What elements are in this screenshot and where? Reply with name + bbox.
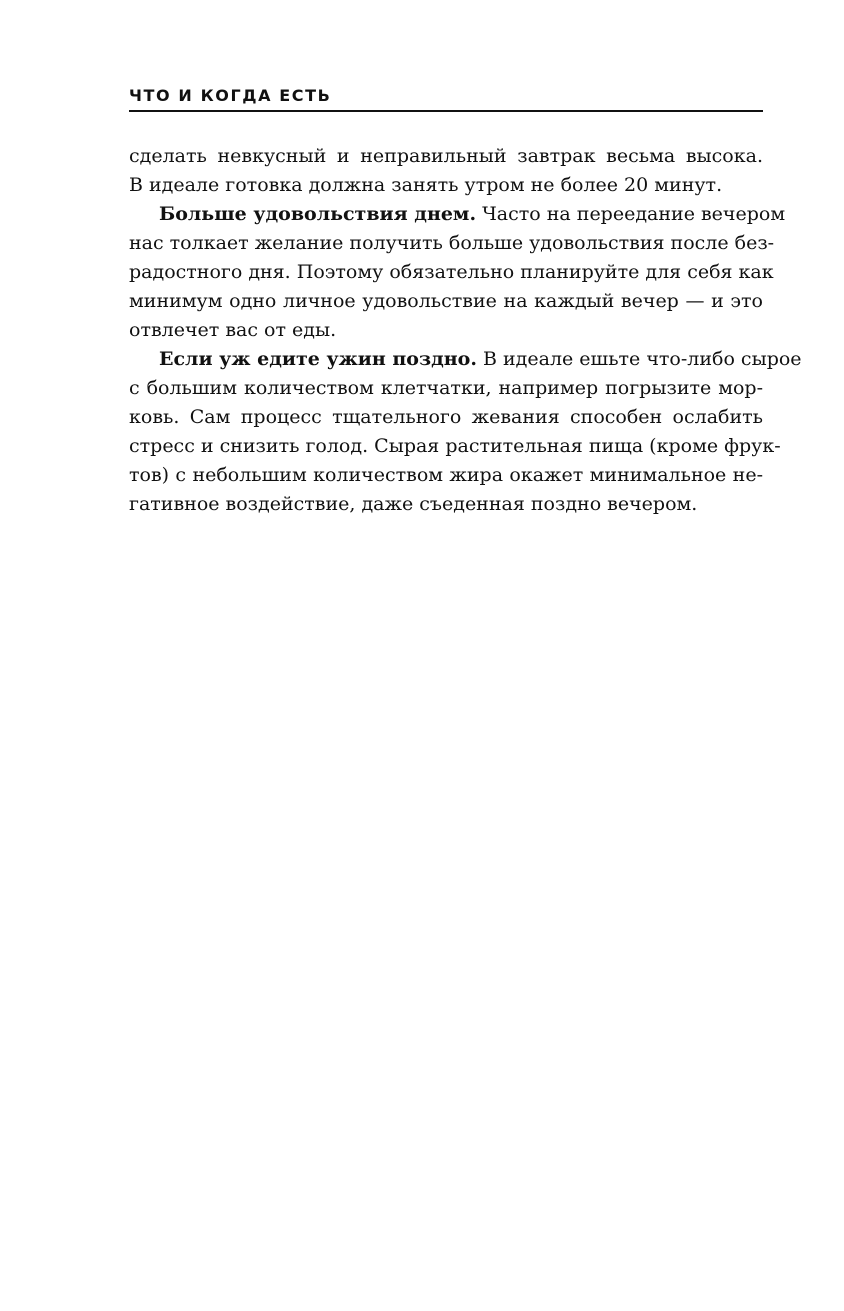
text-line — [129, 200, 786, 229]
text-line: минимум одно личное удовольствие на каждый вечер — и это — [129, 290, 763, 312]
text-line — [129, 345, 802, 374]
text-line: гативное воздействие, даже съеденная поздно вечером. — [129, 493, 698, 515]
paragraph-lead: Больше удовольствия днем. — [159, 203, 477, 225]
text-line: нас толкает желание получить больше удовольствия после без- — [129, 232, 775, 254]
text-line: В идеале готовка должна занять утром не более 20 минут. — [129, 174, 723, 196]
text-line: с большим количеством клетчатки, например погрызите мор- — [129, 377, 763, 399]
running-header: ЧТО И КОГДА ЕСТЬ — [129, 86, 332, 105]
paragraph-1 — [129, 142, 763, 200]
paragraph-3 — [129, 345, 802, 519]
paragraph-2 — [129, 200, 786, 345]
text-line: сделать невкусный и неправильный завтрак весьма высока. — [129, 145, 763, 167]
text-line: радостного дня. Поэтому обязательно планируйте для себя как — [129, 261, 774, 283]
text-fragment: В идеале ешьте что-либо сырое — [476, 348, 802, 370]
text-fragment: Часто на переедание вечером — [476, 203, 786, 225]
text-line: тов) с небольшим количеством жира окажет минимальное не- — [129, 464, 763, 486]
body-text — [129, 142, 802, 519]
text-line: стресс и снизить голод. Сырая растительная пища (кроме фрук- — [129, 435, 781, 457]
text-line: ковь. Сам процесс тщательного жевания способен ослабить — [129, 406, 763, 428]
paragraph-lead: Если уж едите ужин поздно. — [159, 348, 477, 370]
header-rule — [129, 110, 763, 112]
text-line: отвлечет вас от еды. — [129, 319, 337, 341]
